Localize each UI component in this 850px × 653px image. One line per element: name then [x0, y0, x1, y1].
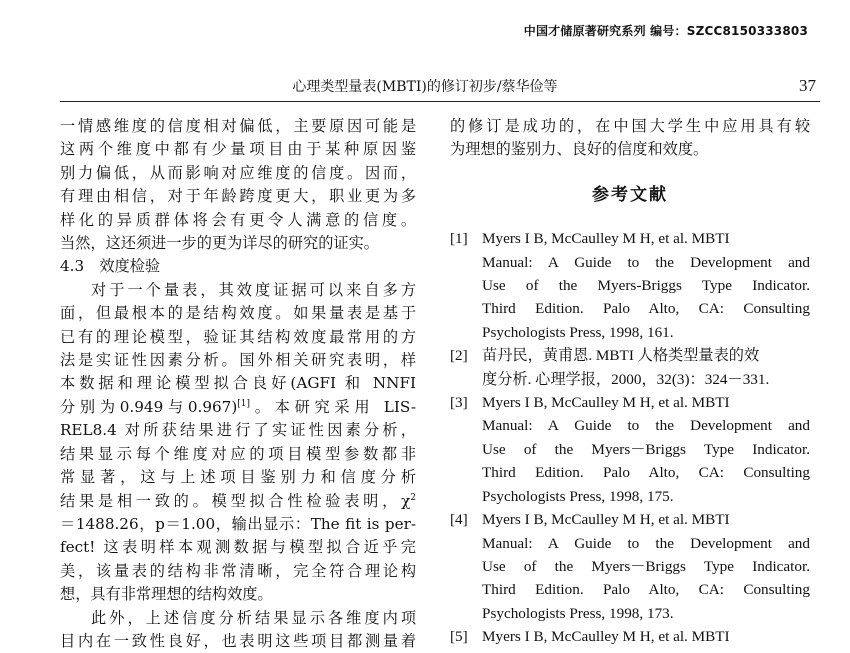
reference-line: Psychologists Press, 1998, 161.: [482, 323, 674, 341]
reference-line: Use of the Myers－Briggs Type Indicator.: [482, 440, 810, 458]
text-line: 目内在一致性良好，也表明这些项目都测量着: [60, 631, 416, 650]
reference-line: [450, 391, 810, 414]
text-line: 常显著，这与上述项目鉴别力和信度分析: [60, 468, 416, 487]
text-line: 法是实证性因素分析。国外相关研究表明，样: [60, 351, 416, 370]
reference-line: Third Edition. Palo Alto, CA: Consulting: [482, 464, 810, 482]
reference-text: Myers I B, McCaulley M H, et al. MBTI: [482, 628, 730, 646]
text-line: 的修订是成功的，在中国大学生中应用具有较: [450, 117, 810, 135]
reference-entry: [450, 391, 810, 508]
text-line-chi: [60, 490, 416, 513]
text-line: 想，具有非常理想的结构效度。: [60, 585, 273, 604]
text-line: 对于一个量表，其效度证据可以来自多方: [91, 280, 416, 299]
page-number: 37: [799, 76, 816, 95]
text-line-citation: [60, 396, 416, 419]
text-line: 样化的异质群体将会有更令人满意的信度。: [60, 210, 416, 229]
section-title-validity: 4.3 效度检验: [60, 257, 161, 276]
text-fragment: 分别为0.949与0.967): [60, 397, 238, 416]
text-line: 当然，这还须进一步的更为详尽的研究的证实。: [60, 234, 379, 253]
text-line: 有理由相信，对于年龄跨度更大，职业更为多: [60, 187, 416, 206]
reference-text: Myers I B, McCaulley M H, et al. MBTI: [482, 230, 730, 248]
text-line: 已有的理论模型，验证其结构效度最常用的方: [60, 327, 416, 346]
reference-line: [450, 508, 810, 531]
reference-entry: [450, 344, 810, 391]
header-rule: [60, 101, 820, 102]
text-fragment: 。本研究采用 LIS-: [250, 397, 416, 416]
text-line: 美，该量表的结构非常清晰，完全符合理论构: [60, 561, 416, 580]
paragraph-conclusion: [450, 115, 810, 162]
references-list: [450, 227, 810, 648]
text-line: 为理想的鉴别力、良好的信度和效度。: [450, 140, 709, 159]
text-line: 面，但最根本的是结构效度。如果量表是基于: [60, 304, 416, 323]
left-column: [60, 115, 416, 653]
text-line: 别力偏低，从而影响对应维度的信度。因而，: [60, 163, 416, 182]
text-line: fect! 这表明样本观测数据与模型拟合近乎完: [60, 538, 416, 557]
right-column: [450, 115, 810, 649]
reference-line: Use of the Myers-Briggs Type Indicator.: [482, 277, 810, 295]
reference-number: [4]: [450, 511, 468, 529]
reference-line: Psychologists Press, 1998, 173.: [482, 604, 674, 622]
superscript: 2: [410, 492, 416, 503]
running-header-title: 心理类型量表(MBTI)的修订初步/蔡华俭等: [292, 79, 558, 95]
reference-text: Myers I B, McCaulley M H, et al. MBTI: [482, 511, 730, 529]
reference-line: Manual: A Guide to the Development and: [482, 534, 810, 552]
reference-line: 度分析. 心理学报，2000，32(3)：324－331.: [482, 370, 770, 388]
reference-number: [3]: [450, 394, 468, 412]
reference-line: Manual: A Guide to the Development and: [482, 417, 810, 435]
reference-line: [450, 625, 810, 648]
reference-entry: [450, 508, 810, 625]
text-line: 此外，上述信度分析结果显示各维度内项: [91, 608, 416, 627]
reference-line: [450, 227, 810, 250]
paragraph-reliability: [60, 115, 416, 255]
reference-line: Third Edition. Palo Alto, CA: Consulting: [482, 300, 810, 318]
reference-line: [450, 344, 810, 367]
reference-line: Psychologists Press, 1998, 175.: [482, 487, 674, 505]
text-line: 本数据和理论模型拟合良好(AGFI 和 NNFI: [60, 374, 416, 393]
reference-number: [2]: [450, 347, 468, 365]
text-fragment: 结果是相一致的。模型拟合性检验表明，χ: [60, 491, 411, 510]
paragraph-consistency: [60, 607, 416, 653]
paragraph-validity: [60, 279, 416, 607]
text-line: REL8.4 对所获结果进行了实证性因素分析，: [60, 421, 416, 440]
reference-line: Use of the Myers－Briggs Type Indicator.: [482, 557, 810, 575]
text-line: 一情感维度的信度相对偏低，主要原因可能是: [60, 117, 416, 135]
reference-text: Myers I B, McCaulley M H, et al. MBTI: [482, 394, 730, 412]
reference-line: Third Edition. Palo Alto, CA: Consulting: [482, 581, 810, 599]
text-line: 这两个维度中都有少量项目由于某种原因鉴: [60, 140, 416, 159]
reference-line: Manual: A Guide to the Development and: [482, 253, 810, 271]
text-line: 结果显示每个维度对应的项目模型参数都非: [60, 444, 416, 463]
text-line: ＝1488.26，p＝1.00，输出显示：The fit is per-: [60, 514, 416, 533]
reference-entry: [450, 227, 810, 344]
references-heading: 参考文献: [592, 184, 668, 205]
reference-entry: [450, 625, 810, 648]
reference-number: [1]: [450, 230, 468, 248]
reference-text: 苗丹民，黄甫恩. MBTI 人格类型量表的效: [482, 347, 760, 365]
reference-number: [5]: [450, 628, 468, 646]
series-watermark: 中国才储原著研究系列 编号：SZCC8150333803: [523, 24, 808, 38]
citation-ref[interactable]: [1]: [237, 398, 251, 409]
